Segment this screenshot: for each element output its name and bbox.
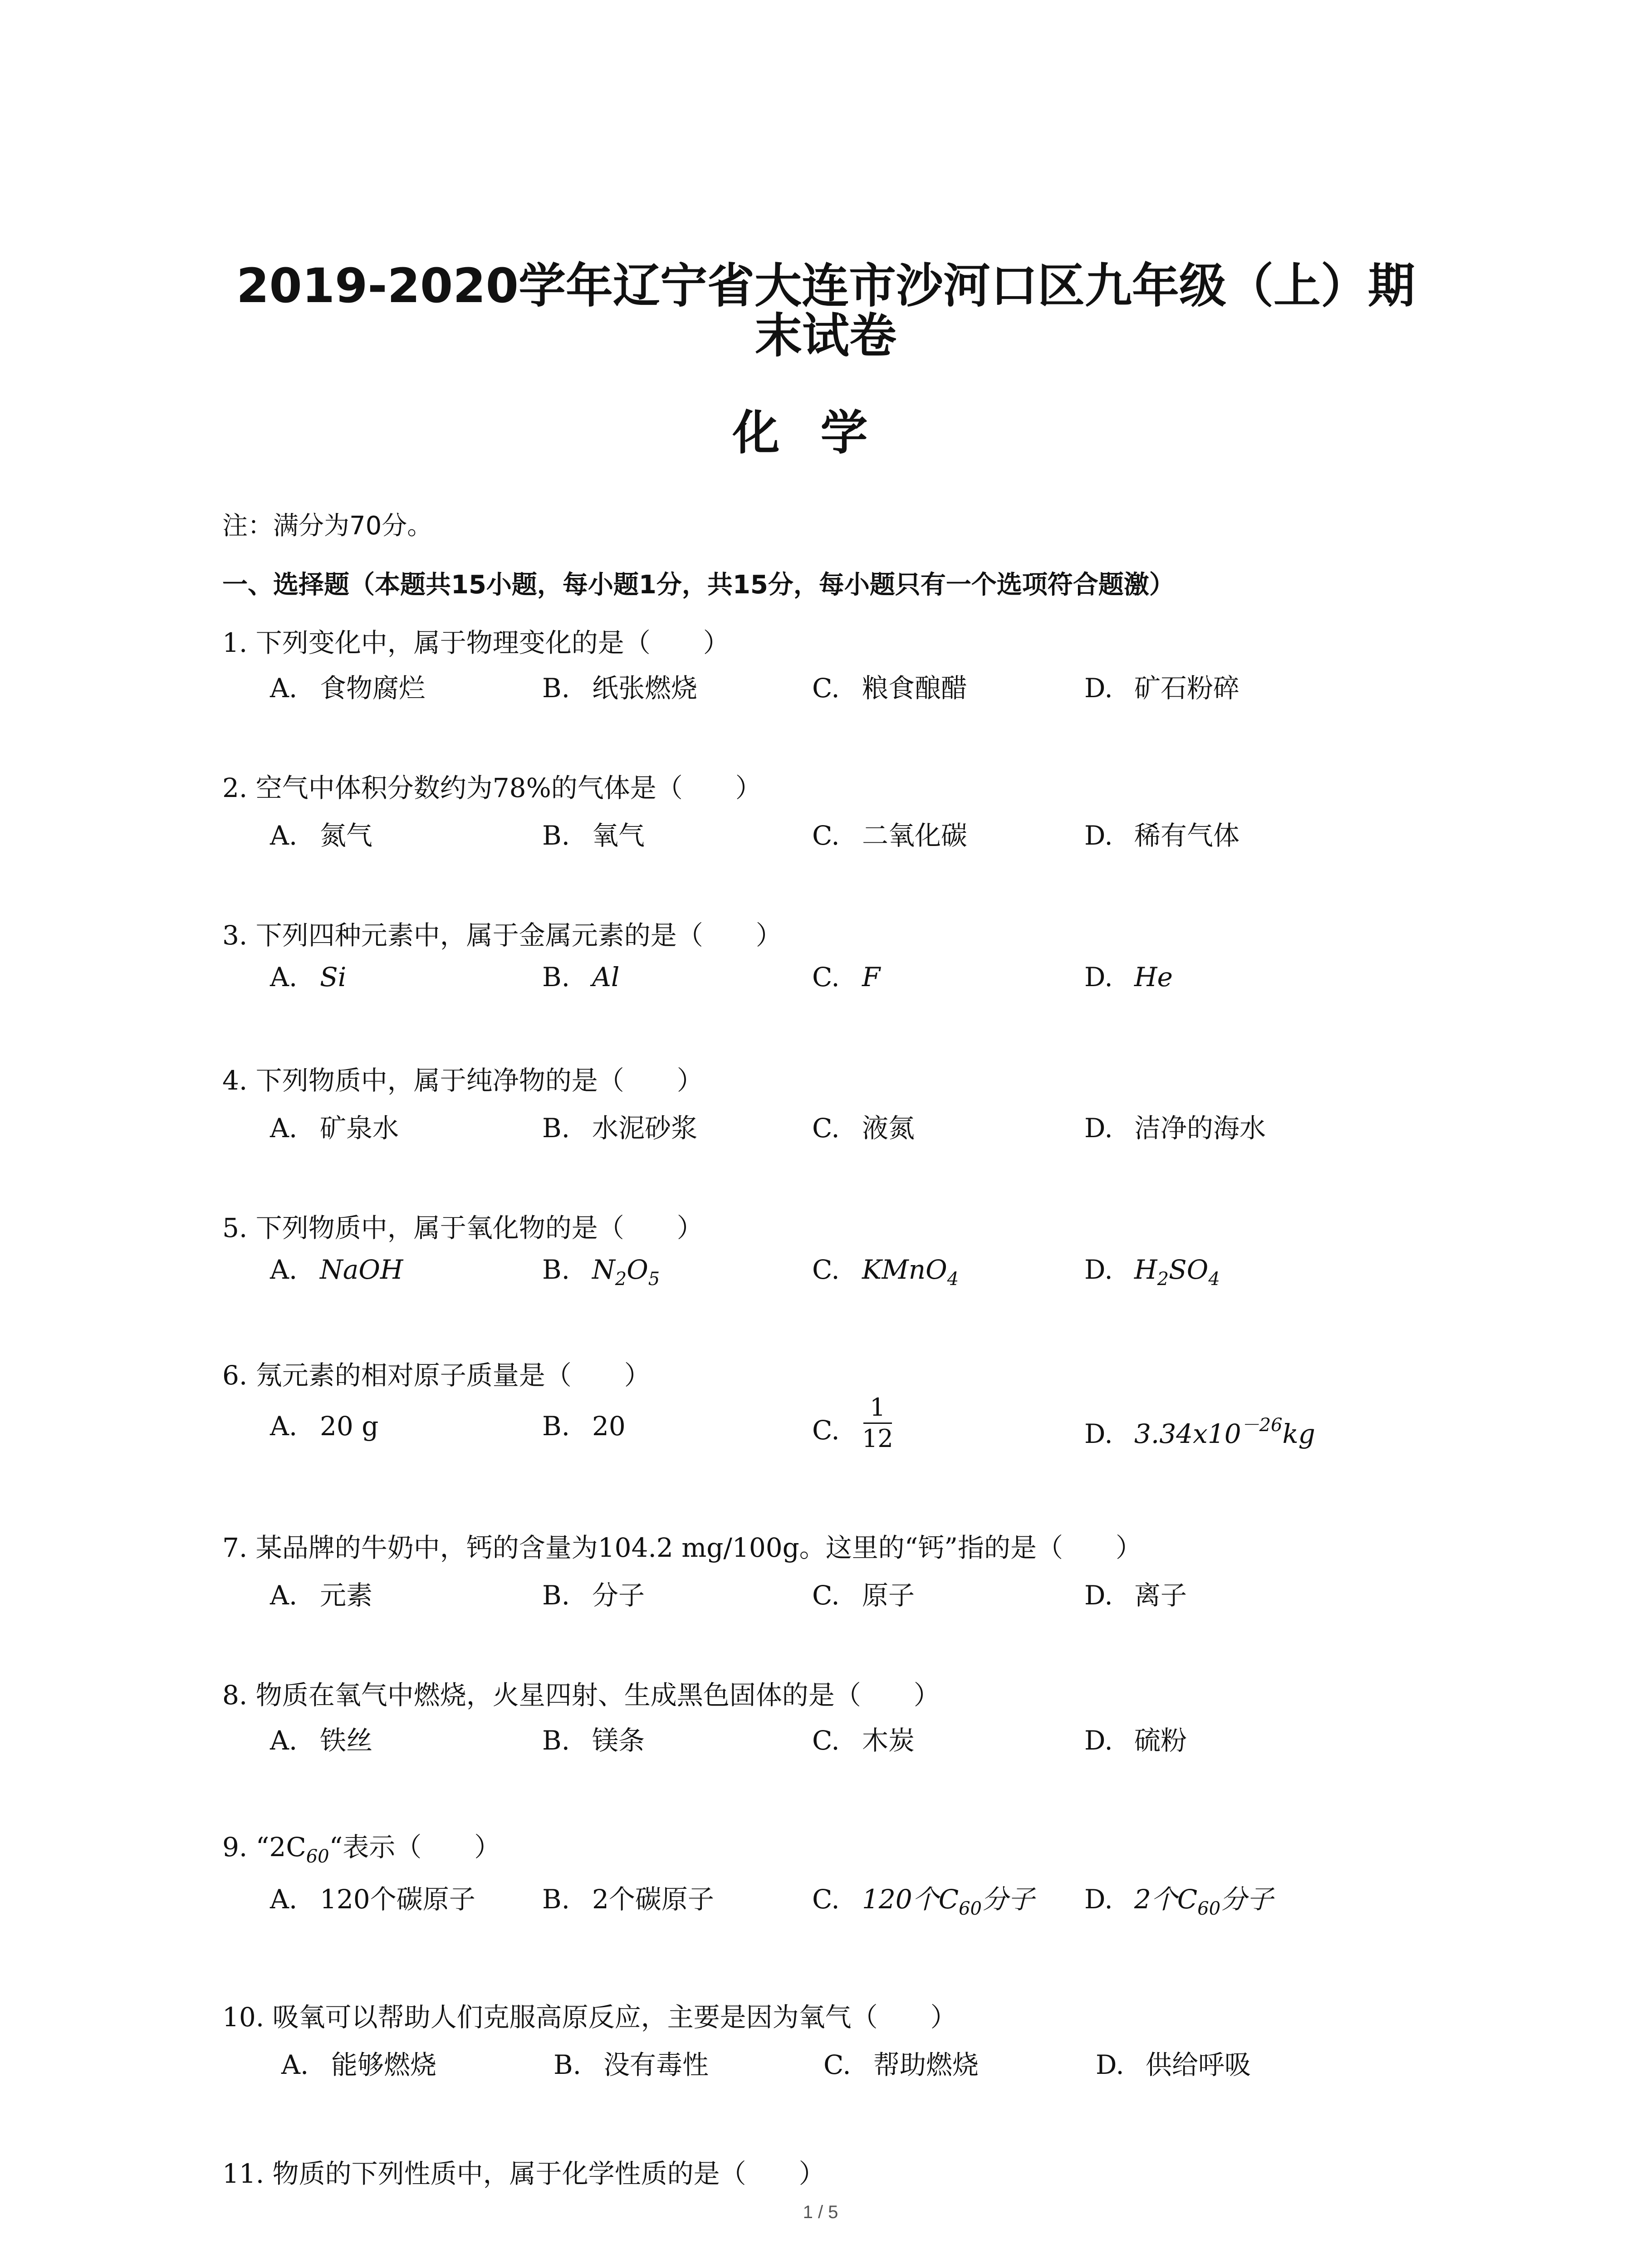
- option-text: 粮食酿醋: [862, 673, 968, 704]
- option-text: $H_2SO_4$: [1134, 1254, 1220, 1290]
- option-text: [862, 1393, 893, 1453]
- option-text: 20: [592, 1411, 626, 1442]
- option-a: [270, 1719, 372, 1757]
- exam-title-line1: 2019-2020学年辽宁省大连市沙河口区九年级（上）期: [236, 258, 1416, 313]
- option-c: [812, 1574, 915, 1612]
- option-letter: A.: [270, 1884, 298, 1915]
- option-c: [812, 1393, 893, 1454]
- option-text: 矿石粉碎: [1134, 673, 1240, 704]
- option-text: 液氮: [862, 1113, 915, 1144]
- option-b: [542, 1411, 626, 1442]
- option-a: [270, 667, 425, 705]
- option-c: [812, 814, 967, 852]
- option-c: [812, 962, 880, 992]
- option-letter: B.: [542, 1884, 570, 1915]
- option-letter: D.: [1084, 1725, 1113, 1756]
- option-letter: B.: [554, 2049, 582, 2080]
- option-d: [1084, 1574, 1187, 1612]
- option-text: 能够燃烧: [331, 2049, 437, 2080]
- question-stem: 1. 下列变化中，属于物理变化的是（ ）: [222, 627, 730, 658]
- question-stem: 6. 氖元素的相对原子质量是（ ）: [222, 1360, 651, 1391]
- option-letter: C.: [812, 673, 840, 704]
- option-text: 二氧化碳: [862, 820, 968, 851]
- option-text: 纸张燃烧: [592, 673, 698, 704]
- exam-title-line2: 末试卷: [754, 308, 896, 363]
- option-b: [554, 2043, 709, 2082]
- option-b: [542, 962, 619, 992]
- option-text: 食物腐烂: [320, 673, 426, 704]
- option-letter: A.: [270, 1113, 298, 1144]
- option-letter: C.: [812, 1113, 840, 1144]
- option-letter: C.: [812, 1725, 840, 1756]
- option-d: [1084, 1719, 1187, 1757]
- option-text: 2个碳原子: [592, 1884, 714, 1915]
- option-c: [812, 1107, 915, 1145]
- option-letter: C.: [812, 1254, 840, 1285]
- question-stem: 7. 某品牌的牛奶中，钙的含量为104.2 mg/100g。这里的“钙”指的是（ ）: [222, 1532, 1142, 1563]
- option-letter: B.: [542, 1725, 570, 1756]
- option-d: [1084, 1107, 1266, 1145]
- option-a: [281, 2043, 436, 2082]
- option-letter: C.: [812, 962, 840, 992]
- option-letter: B.: [542, 1113, 570, 1144]
- option-text: 硫粉: [1134, 1725, 1187, 1756]
- option-text: 2个$C_{60}$分子: [1134, 1884, 1274, 1919]
- option-c: [812, 1878, 1034, 1919]
- option-letter: D.: [1084, 1418, 1113, 1449]
- option-letter: D.: [1084, 1254, 1113, 1285]
- option-text: Al: [592, 962, 620, 992]
- option-text: 没有毒性: [603, 2049, 709, 2080]
- option-d: [1096, 2043, 1251, 2082]
- option-text: He: [1134, 962, 1173, 992]
- option-text: 木炭: [862, 1725, 915, 1756]
- option-letter: B.: [542, 1411, 570, 1442]
- option-letter: D.: [1096, 2049, 1124, 2080]
- option-d: [1084, 1411, 1315, 1449]
- option-text: 离子: [1134, 1580, 1187, 1611]
- option-text: 铁丝: [320, 1725, 373, 1756]
- question-stem: 9. “$2C_{60}“$表示（ ）: [222, 1832, 501, 1867]
- option-d: [1084, 814, 1239, 852]
- option-letter: D.: [1084, 962, 1113, 992]
- option-c: [812, 1254, 959, 1290]
- option-text: 矿泉水: [320, 1113, 399, 1144]
- option-d: [1084, 667, 1239, 705]
- option-text: 水泥砂浆: [592, 1113, 698, 1144]
- option-letter: A.: [270, 1725, 298, 1756]
- option-letter: A.: [281, 2049, 309, 2080]
- option-b: [542, 1878, 714, 1916]
- option-letter: C.: [812, 1414, 840, 1446]
- subject-heading: 化学: [732, 405, 909, 460]
- question-stem: 2. 空气中体积分数约为78%的气体是（ ）: [222, 772, 762, 803]
- option-letter: C.: [812, 820, 840, 851]
- question-stem: 5. 下列物质中，属于氧化物的是（ ）: [222, 1212, 703, 1243]
- option-a: [270, 1107, 399, 1145]
- option-letter: D.: [1084, 820, 1113, 851]
- option-d: [1084, 1878, 1273, 1919]
- option-letter: B.: [542, 673, 570, 704]
- option-letter: A.: [270, 1254, 298, 1285]
- option-letter: A.: [270, 1411, 298, 1442]
- option-text: KMnO$_4$: [862, 1254, 959, 1290]
- option-letter: A.: [270, 820, 298, 851]
- option-b: [542, 667, 697, 705]
- option-c: [812, 1719, 915, 1757]
- option-a: [270, 962, 346, 992]
- option-letter: B.: [542, 1254, 570, 1285]
- option-a: [270, 1574, 372, 1612]
- page-number: 1 / 5: [803, 2202, 838, 2222]
- option-a: [270, 814, 372, 852]
- option-d: [1084, 1254, 1220, 1290]
- option-text: 镁条: [592, 1725, 645, 1756]
- question-stem: 11. 物质的下列性质中，属于化学性质的是（ ）: [222, 2158, 825, 2189]
- option-text: 原子: [862, 1580, 915, 1611]
- option-text: 氮气: [320, 820, 373, 851]
- option-letter: D.: [1084, 1884, 1113, 1915]
- option-text: 120个碳原子: [320, 1884, 475, 1915]
- option-text: $N_2O_5$: [592, 1254, 660, 1290]
- fraction: $\frac{1}{12}$: [862, 1393, 893, 1453]
- question-stem: 3. 下列四种元素中，属于金属元素的是（ ）: [222, 920, 782, 951]
- option-text: 分子: [592, 1580, 645, 1611]
- option-c: [823, 2043, 979, 2082]
- option-letter: B.: [542, 962, 570, 992]
- option-letter: C.: [812, 1884, 840, 1915]
- score-note: 注：满分为70分。: [222, 511, 433, 541]
- option-a: [270, 1878, 475, 1916]
- option-text: 洁净的海水: [1134, 1113, 1266, 1144]
- option-c: [812, 667, 967, 705]
- question-stem: 4. 下列物质中，属于纯净物的是（ ）: [222, 1065, 703, 1096]
- question-stem: 8. 物质在氧气中燃烧，火星四射、生成黑色固体的是（ ）: [222, 1680, 940, 1711]
- option-text: 20 g: [320, 1411, 379, 1442]
- option-letter: A.: [270, 962, 298, 992]
- option-text: 元素: [320, 1580, 373, 1611]
- option-letter: D.: [1084, 1113, 1113, 1144]
- option-a: [270, 1254, 403, 1285]
- option-letter: D.: [1084, 673, 1113, 704]
- option-b: [542, 1107, 697, 1145]
- option-text: Si: [320, 962, 347, 992]
- option-a: [270, 1411, 378, 1442]
- option-letter: D.: [1084, 1580, 1113, 1611]
- option-text: 氧气: [592, 820, 645, 851]
- option-text: 供给呼吸: [1146, 2049, 1251, 2080]
- option-d: [1084, 962, 1173, 992]
- option-letter: A.: [270, 673, 298, 704]
- option-letter: B.: [542, 820, 570, 851]
- option-b: [542, 1719, 645, 1757]
- option-letter: B.: [542, 1580, 570, 1611]
- question-stem: 10. 吸氧可以帮助人们克服高原反应，主要是因为氧气（ ）: [222, 2002, 957, 2033]
- option-letter: C.: [812, 1580, 840, 1611]
- option-letter: C.: [823, 2049, 851, 2080]
- option-b: [542, 814, 645, 852]
- option-text: 120个$C_{60}$分子: [862, 1884, 1035, 1919]
- option-b: [542, 1574, 645, 1612]
- option-text: 帮助燃烧: [873, 2049, 979, 2080]
- option-text: 稀有气体: [1134, 820, 1240, 851]
- option-text: NaOH: [320, 1254, 403, 1285]
- option-text: $3.34x10^{-26}kg$: [1134, 1415, 1315, 1449]
- option-letter: A.: [270, 1580, 298, 1611]
- section-heading: 一、选择题（本题共15小题，每小题1分，共15分，每小题只有一个选项符合题激）: [222, 570, 1175, 600]
- option-text: F: [862, 962, 881, 992]
- option-b: [542, 1254, 660, 1290]
